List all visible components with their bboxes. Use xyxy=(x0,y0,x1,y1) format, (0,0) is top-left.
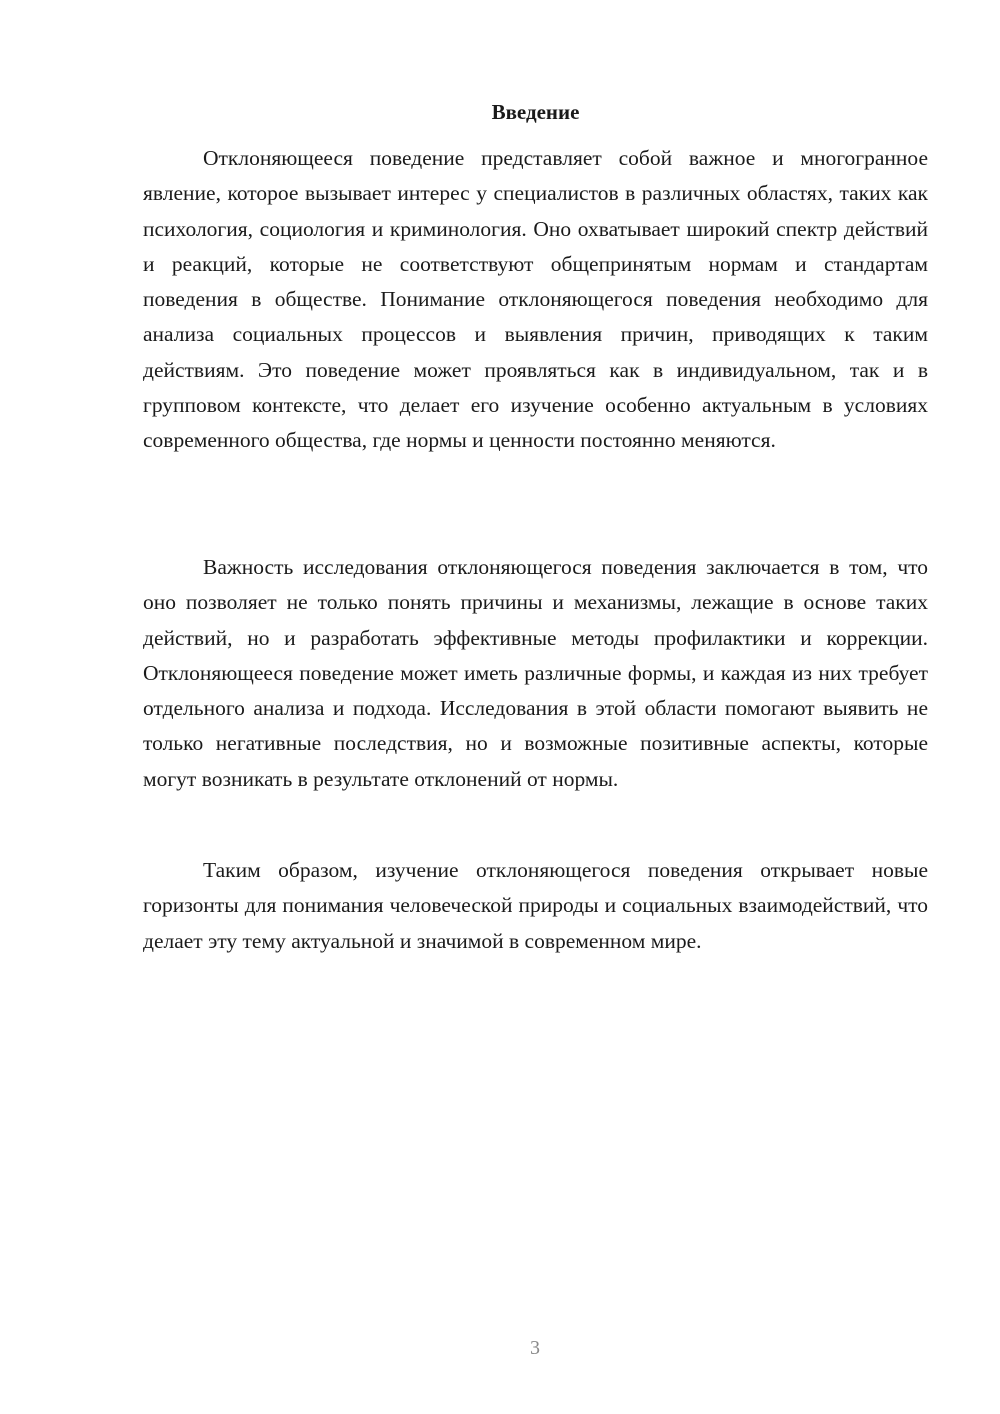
page-number: 3 xyxy=(530,1337,540,1359)
paragraph-2: Важность исследования отклоняющегося поведения заключается в том, что оно позволяет не только понять причины и механизмы, лежащие в основе таких действий, но и разработать эффективные методы профилактики и коррекции. Отклоняющееся поведение может иметь различные формы, и каждая из них требует отдельного анализа и подхода. Исследования в этой области помогают выявить не только негативные последствия, но и возможные позитивные аспекты, которые могут возникать в результате отклонений от нормы. xyxy=(143,555,928,791)
section-heading: Введение xyxy=(491,100,580,124)
paragraph-3: Таким образом, изучение отклоняющегося поведения открывает новые горизонты для понимания человеческой природы и социальных взаимодействий, что делает эту тему актуальной и значимой в современном мире. xyxy=(143,858,928,953)
paragraph-1: Отклоняющееся поведение представляет собой важное и многогранное явление, которое вызывает интерес у специалистов в различных областях, таких как психология, социология и криминология. Оно охватывает широкий спектр действий и реакций, которые не соответствуют общепринятым нормам и стандартам поведения в обществе. Понимание отклоняющегося поведения необходимо для анализа социальных процессов и выявления причин, приводящих к таким действиям. Это поведение может проявляться как в индивидуальном, так и в групповом контексте, что делает его изучение особенно актуальным в условиях современного общества, где нормы и ценности постоянно меняются. xyxy=(143,146,928,453)
